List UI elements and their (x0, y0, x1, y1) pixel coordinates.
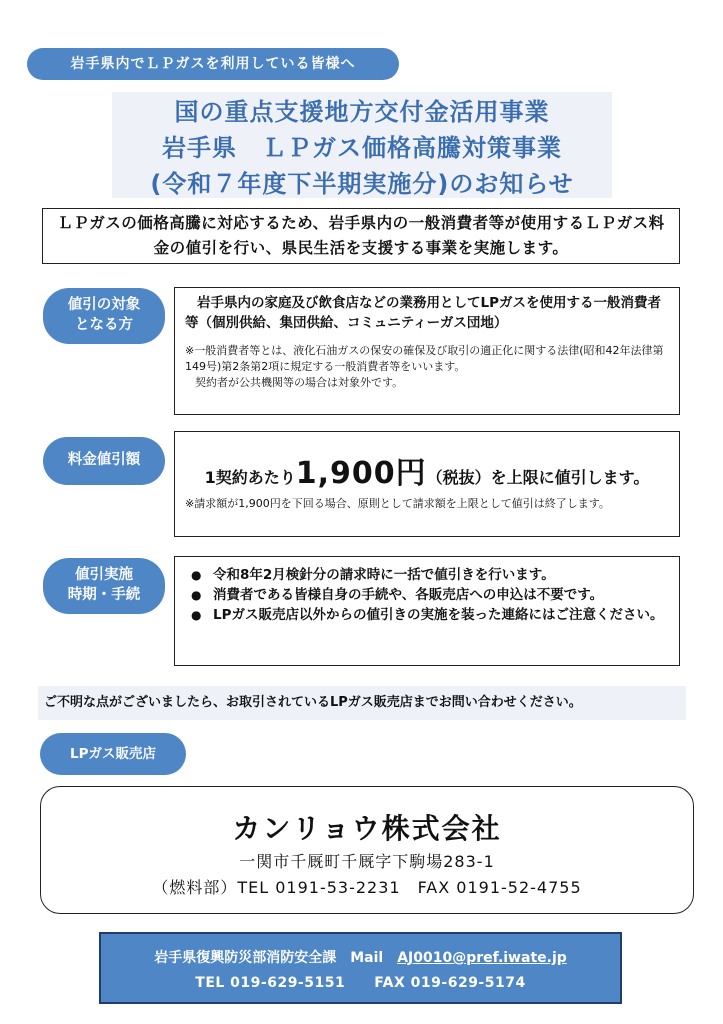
dealer-address: 一関市千厩町千厩字下駒場283-1 (239, 852, 495, 871)
footer-contact-box (99, 932, 622, 1004)
inquiry-text: ご不明な点がございましたら、お取引されているLPガス販売店までお問い合わせください。 (38, 686, 686, 720)
list-item (187, 585, 667, 605)
title-block (112, 92, 612, 198)
footer-line-2 (101, 972, 620, 992)
footer-tel: TEL 019-629-5151 (195, 975, 346, 991)
dealer-label: LPガス販売店 (40, 733, 186, 775)
timing-label: 値引実施 時期・手続 (43, 558, 165, 614)
target-label: 値引の対象 となる方 (43, 288, 165, 344)
list-item (187, 565, 667, 585)
footer-fax: FAX 019-629-5174 (374, 975, 526, 991)
list-item-text: 令和8年2月検針分の請求時に一括で値引きを行います。 (213, 567, 555, 583)
amount-prefix: 1契約あたり (204, 468, 296, 487)
amount-line (185, 448, 669, 492)
amount-box (174, 431, 680, 537)
target-note: ※一般消費者等とは、液化石油ガスの保安の確保及び取引の適正化に関する法律(昭和42年法律第149号)第2条第2項に規定する一般消費者等をいいます。 (185, 344, 664, 373)
amount-value: 1,900円 (295, 456, 427, 491)
intro-text: ＬＰガスの価格高騰に対応するため、岩手県内の一般消費者等が使用するＬＰガス料金の値引を行い、県民生活を支援する事業を実施します。 (42, 208, 680, 264)
timing-box (174, 556, 680, 666)
bullet-icon: ● (191, 588, 202, 602)
audience-banner: 岩手県内でＬＰガスを利用している皆様へ (27, 48, 399, 80)
dealer-box (40, 786, 694, 914)
list-item (187, 605, 667, 625)
amount-tax: （税抜） (426, 468, 491, 487)
amount-label: 料金値引額 (43, 437, 165, 485)
target-note-exclusion: 契約者が公共機関等の場合は対象外です。 (195, 376, 404, 389)
title-line-2: 岩手県 ＬＰガス価格高騰対策事業 (162, 134, 562, 162)
footer-org: 岩手県復興防災部消防安全課 (154, 950, 337, 966)
footer-mail-link[interactable]: AJ0010@pref.iwate.jp (397, 950, 567, 966)
list-item-text: 消費者である皆様自身の手続や、各販売店への申込は不要です。 (213, 587, 604, 603)
amount-suffix: を上限に値引します。 (490, 468, 650, 487)
title-line-3: (令和７年度下半期実施分)のお知らせ (150, 170, 574, 198)
title-line-1: 国の重点支援地方交付金活用事業 (174, 98, 550, 126)
footer-line-1 (101, 947, 620, 967)
bullet-icon: ● (191, 568, 202, 582)
target-main-text: 岩手県内の家庭及び飲食店などの業務用としてLPガスを使用する一般消費者等（個別供給、集団供給、コミュニティーガス団地） (185, 295, 661, 331)
list-item-text: LPガス販売店以外からの値引きの実施を装った連絡にはご注意ください。 (213, 607, 664, 623)
dealer-name: カンリョウ株式会社 (232, 812, 502, 845)
bullet-icon: ● (191, 608, 202, 622)
timing-list (187, 565, 667, 625)
footer-mail-label: Mail (350, 950, 384, 966)
target-box (174, 287, 680, 415)
amount-note: ※請求額が1,900円を下回る場合、原則として請求額を上限として値引は終了します。 (185, 497, 610, 510)
dealer-contact: （燃料部）TEL 0191-53-2231 FAX 0191-52-4755 (152, 878, 582, 897)
